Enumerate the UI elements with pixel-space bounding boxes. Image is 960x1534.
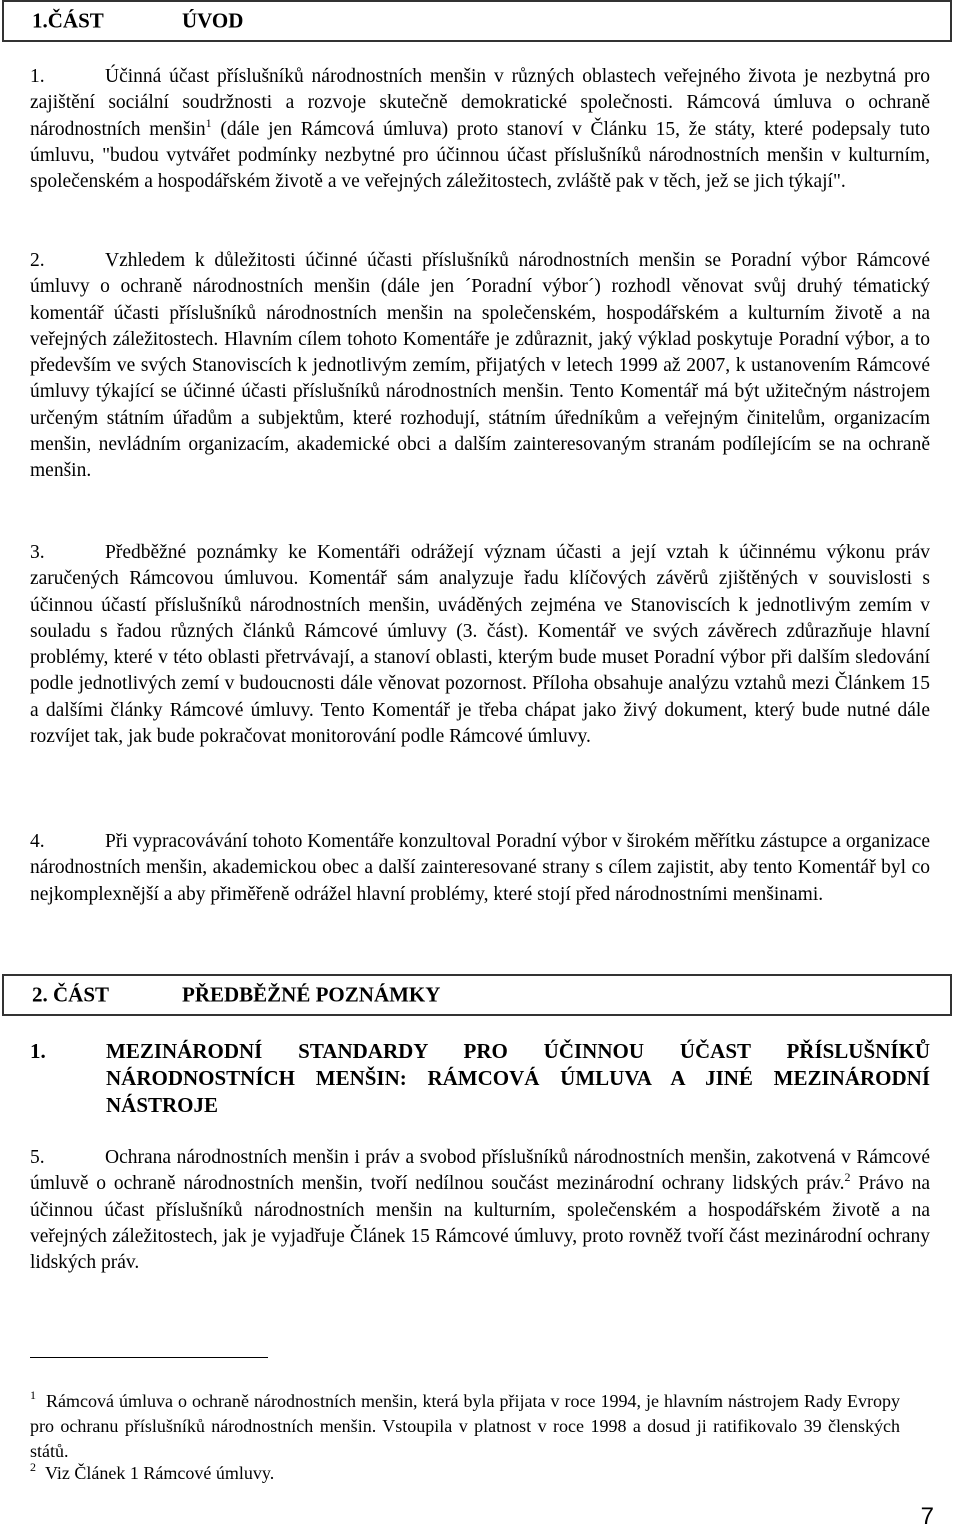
- paragraph-4: [30, 829, 930, 908]
- paragraph-1: [30, 64, 930, 195]
- subheading: [30, 1038, 930, 1119]
- paragraph-number: 3.: [30, 542, 45, 563]
- paragraph-text: (dále jen Rámcová úmluva) proto stanoví v Článku 15, že státy, které podepsaly tuto úmluvu, "budou vytvářet podmínky nezbytné pro účinnou účast příslušníků národnostních menšin v kulturním, společenském a hospodářském životě a ve veřejných záležitostech, zvláště pak v těch, jež se jich týkají".: [30, 118, 930, 193]
- paragraph-number: 5.: [30, 1147, 45, 1168]
- page-number: 7: [920, 1503, 934, 1530]
- paragraph-2: [30, 248, 930, 485]
- section-1-header: [2, 0, 952, 42]
- paragraph-text: Právo na účinnou účast příslušníků národnostních menšin na kulturním, společenském a hospodářském životě a na veřejných záležitostech, jak je vyjadřuje Článek 15 Rámcové úmluvy, proto rovněž tvoří část mezinárodní ochrany lidských práv.: [30, 1173, 930, 1274]
- section-2-header: [2, 974, 952, 1016]
- section-title: ÚVOD: [182, 8, 244, 33]
- section-title: PŘEDBĚŽNÉ POZNÁMKY: [182, 982, 441, 1007]
- paragraph-text: Předběžné poznámky ke Komentáři odrážejí význam účasti a její vztah k účinnému výkonu práv zaručených Rámcovou úmluvou. Komentář sám analyzuje řadu klíčových závěrů zjištěných v souvislosti s účinnou účastí příslušníků národnostních menšin, uváděných zejména ve Stanoviscích k jednotlivým zemím v souladu s řadou různých článků Rámcové úmluvy (3. část). Komentář ve svých závěrech zdůrazňuje hlavní problémy, které v této oblasti přetrvávají, a stanoví oblasti, kterým bude muset Poradní výbor při dalším sledování podle jednotlivých zemí v budoucnosti dále věnovat pozornost. Příloha obsahuje analýzu vztahů mezi Článkem 15 a dalšími články Rámcové úmluvy. Tento Komentář je třeba chápat jako živý dokument, který bude nutné dále rozvíjet tak, jak bude pokračovat monitorování podle Rámcové úmluvy.: [30, 542, 930, 748]
- paragraph-number: 4.: [30, 831, 45, 852]
- section-number: 1.ČÁST: [32, 8, 104, 33]
- footnote-ref[interactable]: 2: [844, 1170, 851, 1185]
- paragraph-number: 1.: [30, 66, 45, 87]
- paragraph-3: [30, 540, 930, 750]
- footnote-1: [30, 1389, 900, 1464]
- paragraph-text: Při vypracovávání tohoto Komentáře konzultoval Poradní výbor v širokém měřítku zástupce a organizace národnostních menšin, akademickou obec a další zainteresované strany s cílem zajistit, aby tento Komentář byl co nejkomplexnější a aby přiměřeně odrážel hlavní problémy, které stojí před národnostními menšinami.: [30, 831, 930, 905]
- section-number: 2. ČÁST: [32, 982, 110, 1007]
- paragraph-5: [30, 1145, 930, 1276]
- footnote-ref[interactable]: 1: [205, 115, 212, 130]
- footnote-2: [30, 1461, 900, 1486]
- footnote-divider: [30, 1357, 268, 1358]
- paragraph-text: Vzhledem k důležitosti účinné účasti příslušníků národnostních menšin se Poradní výbor Rámcové úmluvy o ochraně národnostních menšin (dále jen ´Poradní výbor´) rozhodl věnovat svůj druhý tématický komentář účasti příslušníků národnostních menšin na společenském, hospodářském a kulturním životě a na veřejných záležitostech. Hlavním cílem tohoto Komentáře je zdůraznit, jaký výklad poskytuje Poradní výbor, a to především ve svých Stanoviscích k jednotlivým zemím, přijatých v letech 1999 až 2007, k ustanovením Rámcové úmluvy týkající se účinné účasti příslušníků národnostních menšin. Tento Komentář má být užitečným nástrojem určeným státním úřadům a subjektům, které rozhodují, státním úředníkům a veřejným činitelům, organizacím menšin, nevládním organizacím, akademické obci a dalším zainteresovaným stranám podílejícím se na ochraně menšin.: [30, 250, 930, 482]
- subheading-text: MEZINÁRODNÍ STANDARDY PRO ÚČINNOU ÚČAST PŘÍSLUŠNÍKŮ NÁRODNOSTNÍCH MENŠIN: RÁMCOVÁ ÚMLUVA A JINÉ MEZINÁRODNÍ NÁSTROJE: [106, 1039, 930, 1117]
- paragraph-text: Ochrana národnostních menšin i práv a svobod příslušníků národnostních menšin, zakotvená v Rámcové úmluvě o ochraně národnostních menšin, tvoří nedílnou součást mezinárodní ochrany lidských práv.: [30, 1147, 930, 1195]
- paragraph-text: Účinná účast příslušníků národnostních menšin v různých oblastech veřejného života je nezbytná pro zajištění sociální soudržnosti a rozvoje skutečně demokratické společnosti. Rámcová úmluva o ochraně národnostních menšin: [30, 66, 930, 140]
- footnote-marker: 2: [30, 1460, 36, 1474]
- subheading-number: 1.: [30, 1039, 46, 1063]
- footnote-text: Viz Článek 1 Rámcové úmluvy.: [45, 1463, 275, 1483]
- paragraph-number: 2.: [30, 250, 45, 271]
- footnote-text: Rámcová úmluva o ochraně národnostních menšin, která byla přijata v roce 1994, je hlavním nástrojem Rady Evropy pro ochranu příslušníků národnostních menšin. Vstoupila v platnost v roce 1998 a dosud ji ratifikovalo 39 členských států.: [30, 1391, 901, 1461]
- footnote-marker: 1: [30, 1388, 36, 1402]
